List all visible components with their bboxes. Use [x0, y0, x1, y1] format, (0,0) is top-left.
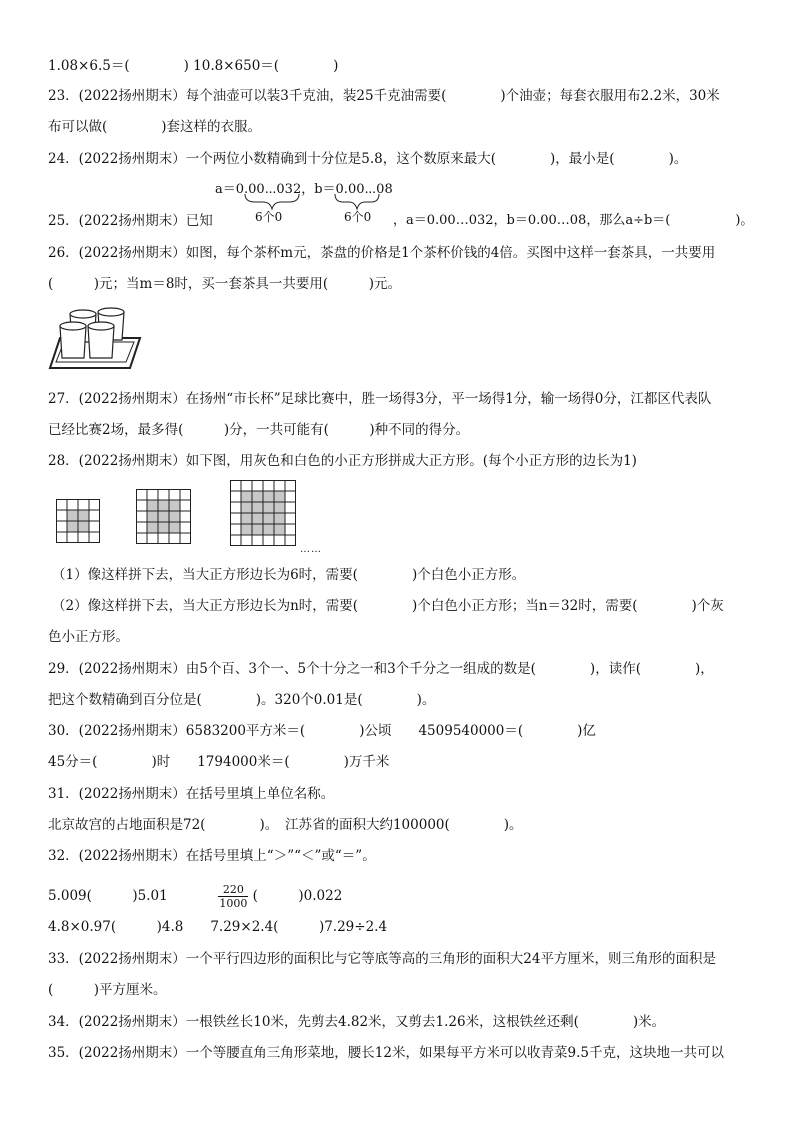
- q28-part2-line1: （2）像这样拼下去，当大正方形边长为n时，需要( )个白色小正方形；当n＝32时，需要( )个灰: [52, 598, 724, 614]
- q30-line1: 30．(2022扬州期末）6583200平方米＝( )公顷 4509540000＝( )亿: [48, 723, 596, 739]
- q29-line2: 把这个数精确到百分位是( )。320个0.01是( )。: [48, 692, 436, 708]
- q31-line1: 31．(2022扬州期末）在括号里填上单位名称。: [48, 786, 335, 802]
- q23-line1: 23．(2022扬州期末）每个油壶可以装3千克油，装25千克油需要( )个油壶；每套衣服用布2.2米，30米: [48, 88, 720, 104]
- q33-line1: 33．(2022扬州期末）一个平行四边形的面积比与它等底等高的三角形的面积大24平方厘米，则三角形的面积是: [48, 951, 716, 967]
- q31-line2: 北京故宫的占地面积是72( )。 江苏省的面积大约100000( )。: [48, 817, 523, 833]
- q34-line: 34．(2022扬州期末）一根铁丝长10米，先剪去4.82米，又剪去1.26米，这根铁丝还剩( )米。: [48, 1014, 666, 1030]
- q25-line-start: 25．(2022扬州期末）已知: [48, 213, 213, 229]
- q30-line2: 45分＝( )时 1794000米＝( )万千米: [48, 754, 390, 770]
- grid-figure-size4: [56, 499, 100, 547]
- q33-line2: ( )平方厘米。: [48, 982, 167, 998]
- q32-compare-2: ( )0.022: [252, 888, 343, 904]
- q23-line2: 布可以做( )套这样的衣服。: [48, 119, 262, 135]
- q29-line1: 29．(2022扬州期末）由5个百、3个一、5个十分之一和3个千分之一组成的数是( )，读作( )，: [48, 661, 714, 677]
- q32-line3: 4.8×0.97( )4.8 7.29×2.4( )7.29÷2.4: [48, 919, 388, 935]
- q32-line2: [48, 883, 342, 910]
- line-q22-tail: 1.08×6.5＝( ) 10.8×650＝( ): [48, 58, 339, 74]
- q35-line: 35．(2022扬州期末）一个等腰直角三角形菜地，腰长12米，如果每平方米可以收青菜9.5千克，这块地一共可以: [48, 1045, 724, 1061]
- grid-figure-size5: [136, 489, 191, 548]
- q32-line1: 32．(2022扬州期末）在括号里填上“＞”“＜”或“＝”。: [48, 848, 376, 864]
- q26-line2: ( )元；当m＝8时，买一套茶具一共要用( )元。: [48, 276, 401, 292]
- q27-line2: 已经比赛2场，最多得( )分，一共可能有( )种不同的得分。: [48, 422, 470, 438]
- q25-line-end: ，a＝0.00…032，b＝0.00…08，那么a÷b＝( )。: [393, 213, 754, 228]
- q32-compare-1: 5.009( )5.01: [48, 888, 168, 904]
- q28-part2-line2: 色小正方形。: [48, 629, 129, 645]
- tea-set-icon: [48, 304, 144, 370]
- fraction-220-1000: [218, 883, 248, 910]
- q25-b-under-label: 6个0: [344, 210, 372, 224]
- q25-a-expression: a＝0.00⋯032，: [215, 182, 315, 197]
- ellipsis-dots: ……: [300, 544, 322, 555]
- q24-line: 24．(2022扬州期末）一个两位小数精确到十分位是5.8，这个数原来最大( )，最小是( )。: [48, 151, 688, 167]
- brace-icon: [215, 192, 415, 232]
- grid-figure-size6: [230, 480, 296, 550]
- tea-set-figure: [48, 304, 144, 374]
- q26-line1: 26．(2022扬州期末）如图，每个茶杯m元，茶盘的价格是1个茶杯价钱的4倍。买图中这样一套茶具，一共要用: [48, 245, 716, 261]
- fraction-denominator: 1000: [219, 897, 248, 910]
- q25-a-under-label: 6个0: [255, 210, 283, 224]
- q27-line1: 27．(2022扬州期末）在扬州“市长杯”足球比赛中，胜一场得3分，平一场得1分，输一场得0分，江都区代表队: [48, 391, 712, 407]
- q25-b-expression: b＝0.00⋯08: [314, 182, 393, 197]
- fraction-numerator: 220: [218, 883, 248, 897]
- q28-line: 28．(2022扬州期末）如下图，用灰色和白色的小正方形拼成大正方形。(每个小正方形的边长为1): [48, 453, 637, 469]
- q28-part1: （1）像这样拼下去，当大正方形边长为6时，需要( )个白色小正方形。: [52, 567, 526, 583]
